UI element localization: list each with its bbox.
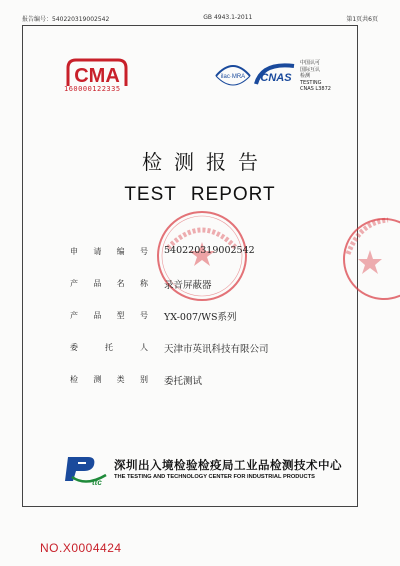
field-label-char: 名: [116, 279, 125, 288]
title-english: TEST REPORT: [124, 184, 276, 205]
field-label-char: 人: [140, 343, 148, 352]
field-label-char: 测: [93, 375, 102, 384]
field-label: [70, 342, 148, 353]
field-label-char: 品: [93, 279, 102, 288]
svg-text:CMA: CMA: [74, 65, 120, 87]
report-number: 报告编号：540220319002542: [22, 16, 110, 23]
header-line: [22, 14, 378, 23]
cma-number: 160000122335: [64, 85, 121, 93]
lab-name-english: THE TESTING AND TECHNOLOGY CENTER FOR INDUSTRIAL PRODUCTS: [114, 474, 315, 480]
ilac-mra-logo-icon: [212, 58, 254, 92]
field-label-char: 号: [139, 311, 148, 320]
field-label-char: 类: [116, 375, 125, 384]
field-label-char: 申: [70, 247, 78, 256]
standard-code: GB 4943.1-2011: [203, 14, 253, 21]
field-label-char: 型: [116, 311, 125, 320]
field-test-category: [70, 374, 203, 387]
field-product-model: [70, 310, 237, 323]
field-label-char: 称: [139, 279, 148, 288]
field-label-char: 检: [70, 375, 78, 384]
field-product-name: [70, 278, 212, 291]
field-value: 录音屏蔽器: [164, 280, 212, 291]
field-application-number: [70, 245, 255, 257]
svg-text:CNAS: CNAS: [260, 72, 292, 84]
field-label-char: 别: [139, 375, 148, 384]
field-label: [70, 310, 148, 321]
field-label-char: 委: [70, 343, 78, 352]
field-label-char: 产: [70, 279, 78, 288]
serial-number: NO.X0004424: [40, 541, 122, 555]
svg-text:ilac·MRA: ilac·MRA: [220, 74, 246, 80]
ttc-lab-logo-icon: [62, 453, 110, 487]
field-label-char: 编: [116, 247, 125, 256]
cnas-accreditation-text: 中国认可 国际互认 检测 TESTING CNAS L3872: [300, 60, 331, 92]
cnas-logo-icon: [254, 60, 296, 88]
field-label-char: 产: [70, 311, 78, 320]
field-client: [70, 342, 269, 355]
field-label: [70, 278, 148, 289]
field-label-char: 托: [105, 343, 113, 352]
field-label: [70, 246, 148, 257]
field-value: YX-007/WS系列: [164, 312, 237, 323]
field-label: [70, 374, 148, 385]
field-label-char: 请: [93, 247, 102, 256]
page-info: 第1页共6页: [346, 16, 378, 23]
lab-name-chinese: 深圳出入境检验检疫局工业品检测技术中心: [114, 458, 342, 472]
field-value: 委托测试: [164, 376, 203, 387]
title-chinese: 检测报告: [142, 150, 270, 174]
svg-text:ttc: ttc: [92, 478, 102, 487]
field-label-char: 号: [139, 247, 148, 256]
field-value: 540220319002542: [164, 245, 255, 256]
field-value: 天津市英讯科技有限公司: [164, 344, 269, 355]
field-label-char: 品: [93, 311, 102, 320]
edge-seal-stamp-icon: [340, 214, 400, 304]
